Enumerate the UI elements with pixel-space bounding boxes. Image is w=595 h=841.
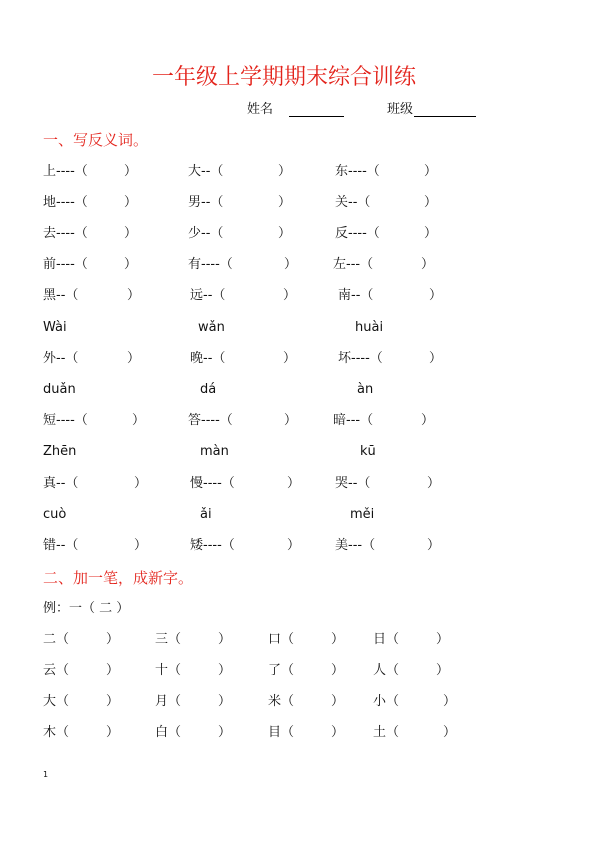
close-paren: ） [278,226,292,241]
antonym-prompt: 大--（ [188,164,224,179]
antonym-item [335,537,440,555]
add-stroke-item [155,724,231,742]
antonym-item [190,287,296,305]
antonym-prompt: 有----（ [188,257,233,272]
antonym-prompt: 哭--（ [335,476,371,491]
section1-heading: 一、写反义词。 [43,131,149,149]
antonym-item [43,475,147,493]
close-paren: ） [424,195,438,210]
antonym-prompt: 关--（ [335,195,371,210]
add-stroke-item [268,693,344,711]
antonym-prompt: 答----（ [188,413,233,428]
add-stroke-prompt: 土（ [373,725,400,740]
pinyin-label: ǎi [200,507,212,522]
close-paren: ） [283,351,297,366]
close-paren: ） [424,226,438,241]
close-paren: ） [429,351,443,366]
name-label: 姓名 [247,102,274,117]
add-stroke-prompt: 小（ [373,694,400,709]
antonym-prompt: 错--（ [43,538,79,553]
close-paren: ） [284,413,298,428]
add-stroke-item [43,724,119,742]
pinyin-label: màn [200,444,229,459]
antonym-item [43,225,137,243]
close-paren: ） [284,257,298,272]
close-paren: ） [127,288,141,303]
antonym-prompt: 真--（ [43,476,79,491]
antonym-prompt: 外--（ [43,351,79,366]
close-paren: ） [278,195,292,210]
close-paren: ） [443,725,457,740]
antonym-item [335,163,437,181]
antonym-prompt: 左---（ [333,257,374,272]
close-paren: ） [218,632,232,647]
antonym-prompt: 慢----（ [190,476,235,491]
pinyin-label: cuò [43,507,67,522]
antonym-prompt: 黑--（ [43,288,79,303]
close-paren: ） [124,257,138,272]
add-stroke-item [373,693,456,711]
close-paren: ） [424,164,438,179]
add-stroke-prompt: 二（ [43,632,70,647]
close-paren: ） [124,226,138,241]
antonym-item [43,194,137,212]
add-stroke-item [155,662,231,680]
antonym-prompt: 暗---（ [333,413,374,428]
add-stroke-prompt: 了（ [268,663,295,678]
add-stroke-item [43,631,119,649]
antonym-item [333,412,434,430]
name-blank-line [289,116,344,117]
antonym-item [188,225,291,243]
close-paren: ） [106,632,120,647]
add-stroke-prompt: 木（ [43,725,70,740]
add-stroke-prompt: 月（ [155,694,182,709]
close-paren: ） [134,476,148,491]
add-stroke-item [373,631,449,649]
antonym-item [190,537,300,555]
antonym-item [335,225,437,243]
pinyin-label: àn [357,382,374,397]
add-stroke-prompt: 口（ [268,632,295,647]
add-stroke-prompt: 日（ [373,632,400,647]
add-stroke-prompt: 云（ [43,663,70,678]
add-stroke-prompt: 三（ [155,632,182,647]
pinyin-label: měi [350,507,375,522]
close-paren: ） [106,694,120,709]
antonym-item [335,475,440,493]
close-paren: ） [278,164,292,179]
add-stroke-prompt: 白（ [155,725,182,740]
close-paren: ） [218,663,232,678]
antonym-item [333,256,434,274]
close-paren: ） [132,413,146,428]
antonym-item [43,287,140,305]
close-paren: ） [443,694,457,709]
close-paren: ） [283,288,297,303]
page-title: 一年级上学期期末综合训练 [152,65,417,90]
close-paren: ） [331,725,345,740]
antonym-item [43,256,137,274]
add-stroke-item [43,693,119,711]
antonym-item [335,194,437,212]
antonym-prompt: 前----（ [43,257,88,272]
add-stroke-item [155,693,231,711]
antonym-item [43,537,147,555]
pinyin-label: duǎn [43,382,76,397]
add-stroke-prompt: 大（ [43,694,70,709]
page-number: 1 [43,770,49,779]
close-paren: ） [124,195,138,210]
add-stroke-item [155,631,231,649]
pinyin-label: Wài [43,320,67,335]
add-stroke-prompt: 十（ [155,663,182,678]
close-paren: ） [127,351,141,366]
antonym-prompt: 反----（ [335,226,380,241]
antonym-item [43,412,145,430]
antonym-prompt: 美---（ [335,538,376,553]
antonym-item [43,163,137,181]
antonym-prompt: 短----（ [43,413,88,428]
close-paren: ） [287,538,301,553]
antonym-prompt: 去----（ [43,226,88,241]
close-paren: ） [427,476,441,491]
antonym-prompt: 上----（ [43,164,88,179]
pinyin-label: huài [355,320,384,335]
antonym-prompt: 东----（ [335,164,380,179]
antonym-item [338,350,442,368]
close-paren: ） [124,164,138,179]
close-paren: ） [106,725,120,740]
add-stroke-prompt: 米（ [268,694,295,709]
pinyin-label: Zhēn [43,444,77,459]
antonym-prompt: 少--（ [188,226,224,241]
pinyin-label: kū [360,444,376,459]
add-stroke-item [43,662,119,680]
add-stroke-item [373,662,449,680]
antonym-item [43,350,140,368]
close-paren: ） [436,663,450,678]
antonym-item [188,194,291,212]
section2-heading: 二、加一笔，成新字。 [43,569,194,587]
add-stroke-item [268,724,344,742]
antonym-prompt: 晚--（ [190,351,226,366]
antonym-prompt: 地----（ [43,195,88,210]
close-paren: ） [331,663,345,678]
add-stroke-prompt: 目（ [268,725,295,740]
section2-example: 例：一（ 二 ） [43,601,130,616]
antonym-item [338,287,442,305]
close-paren: ） [421,413,435,428]
antonym-item [190,475,300,493]
add-stroke-item [268,631,344,649]
class-label: 班级 [387,102,414,117]
pinyin-label: wǎn [198,320,225,335]
antonym-prompt: 坏----（ [338,351,383,366]
close-paren: ） [106,663,120,678]
close-paren: ） [421,257,435,272]
close-paren: ） [331,632,345,647]
close-paren: ） [436,632,450,647]
add-stroke-item [268,662,344,680]
antonym-item [188,412,297,430]
add-stroke-prompt: 人（ [373,663,400,678]
close-paren: ） [331,694,345,709]
antonym-prompt: 远--（ [190,288,226,303]
antonym-item [190,350,296,368]
close-paren: ） [429,288,443,303]
close-paren: ） [134,538,148,553]
pinyin-label: dá [200,382,217,397]
antonym-item [188,256,297,274]
antonym-prompt: 南--（ [338,288,374,303]
antonym-item [188,163,291,181]
close-paren: ） [427,538,441,553]
antonym-prompt: 男--（ [188,195,224,210]
close-paren: ） [218,725,232,740]
class-blank-line [414,116,476,117]
close-paren: ） [287,476,301,491]
antonym-prompt: 矮----（ [190,538,235,553]
add-stroke-item [373,724,456,742]
close-paren: ） [218,694,232,709]
